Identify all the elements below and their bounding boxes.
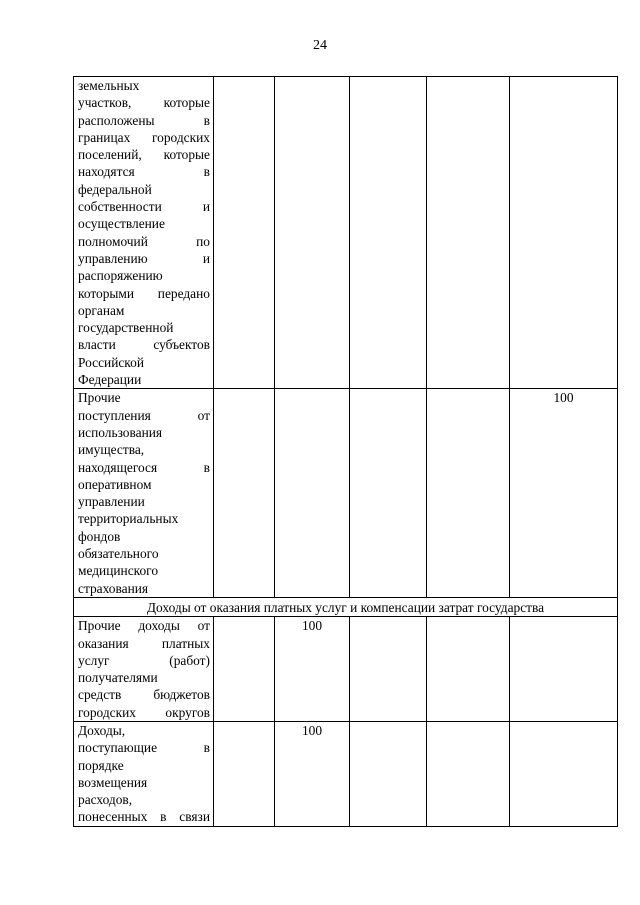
name-line: обязательного [78, 546, 159, 562]
value-cell [510, 617, 618, 722]
value-cell [350, 721, 427, 826]
name-line: полномочий по [78, 233, 210, 249]
value-cell: 100 [510, 389, 618, 598]
name-line: имущества, [78, 442, 145, 458]
revenue-item-name [74, 617, 214, 722]
value-cell [214, 77, 275, 389]
table-row [74, 617, 618, 722]
value-cell [214, 617, 275, 722]
value-cell [427, 617, 510, 722]
value-cell [510, 721, 618, 826]
name-line: получателями [78, 670, 158, 686]
value-cell [275, 77, 350, 389]
value-cell [427, 721, 510, 826]
name-line: услуг (работ) [78, 652, 210, 668]
name-line: медицинского [78, 563, 159, 579]
name-line: Федерации [78, 372, 142, 388]
value-cell [350, 77, 427, 389]
name-line: поступающие в [78, 740, 210, 756]
page-number: 24 [313, 38, 327, 53]
name-line: границах городских [78, 129, 210, 145]
value-cell [427, 77, 510, 389]
table-row [74, 77, 618, 389]
name-line: управлении [78, 494, 145, 510]
name-line: Доходы, [78, 722, 126, 738]
name-line: участков, которые [78, 95, 210, 111]
name-line: собственности и [78, 199, 210, 215]
name-line: порядке [78, 757, 124, 773]
section-header-row [74, 597, 618, 616]
value-cell [214, 389, 275, 598]
name-line: фондов [78, 528, 121, 544]
revenue-item-name [74, 721, 214, 826]
name-line: Прочие [78, 390, 121, 406]
value-cell [350, 617, 427, 722]
name-line: понесенных в связи [78, 809, 210, 825]
name-line: городских округов [78, 704, 210, 720]
value-cell [427, 389, 510, 598]
name-line: расходов, [78, 792, 133, 808]
name-line: средств бюджетов [78, 687, 210, 703]
revenue-table [73, 76, 618, 827]
name-line: Прочие доходы от [78, 618, 210, 634]
name-line: находятся в [78, 164, 210, 180]
name-line: федеральной [78, 181, 152, 197]
name-line: государственной [78, 320, 174, 336]
name-line: использования [78, 424, 163, 440]
name-line: власти субъектов [78, 337, 210, 353]
revenue-item-name [74, 389, 214, 598]
name-line: осуществление [78, 216, 165, 232]
value-cell: 100 [275, 617, 350, 722]
table-row [74, 721, 618, 826]
table-row [74, 389, 618, 598]
value-cell [214, 721, 275, 826]
name-line: возмещения [78, 774, 148, 790]
name-line: поступления от [78, 407, 210, 423]
table-body [74, 77, 618, 827]
name-line: территориальных [78, 511, 179, 527]
revenue-item-name [74, 77, 214, 389]
name-line: поселений, которые [78, 147, 210, 163]
name-line: Российской [78, 354, 144, 370]
name-line: оперативном [78, 476, 152, 492]
name-line: оказания платных [78, 635, 210, 651]
value-cell [350, 389, 427, 598]
name-line: земельных [78, 78, 140, 93]
name-line: распоряжению [78, 268, 163, 284]
value-cell [275, 389, 350, 598]
name-line: которыми передано [78, 285, 210, 301]
name-line: страхования [78, 580, 149, 596]
value-cell [510, 77, 618, 389]
name-line: органам [78, 302, 125, 318]
name-line: управлению и [78, 250, 210, 266]
value-cell: 100 [275, 721, 350, 826]
name-line: находящегося в [78, 459, 210, 475]
name-line: расположены в [78, 112, 210, 128]
section-title: Доходы от оказания платных услуг и компенсации затрат государства [74, 597, 618, 616]
